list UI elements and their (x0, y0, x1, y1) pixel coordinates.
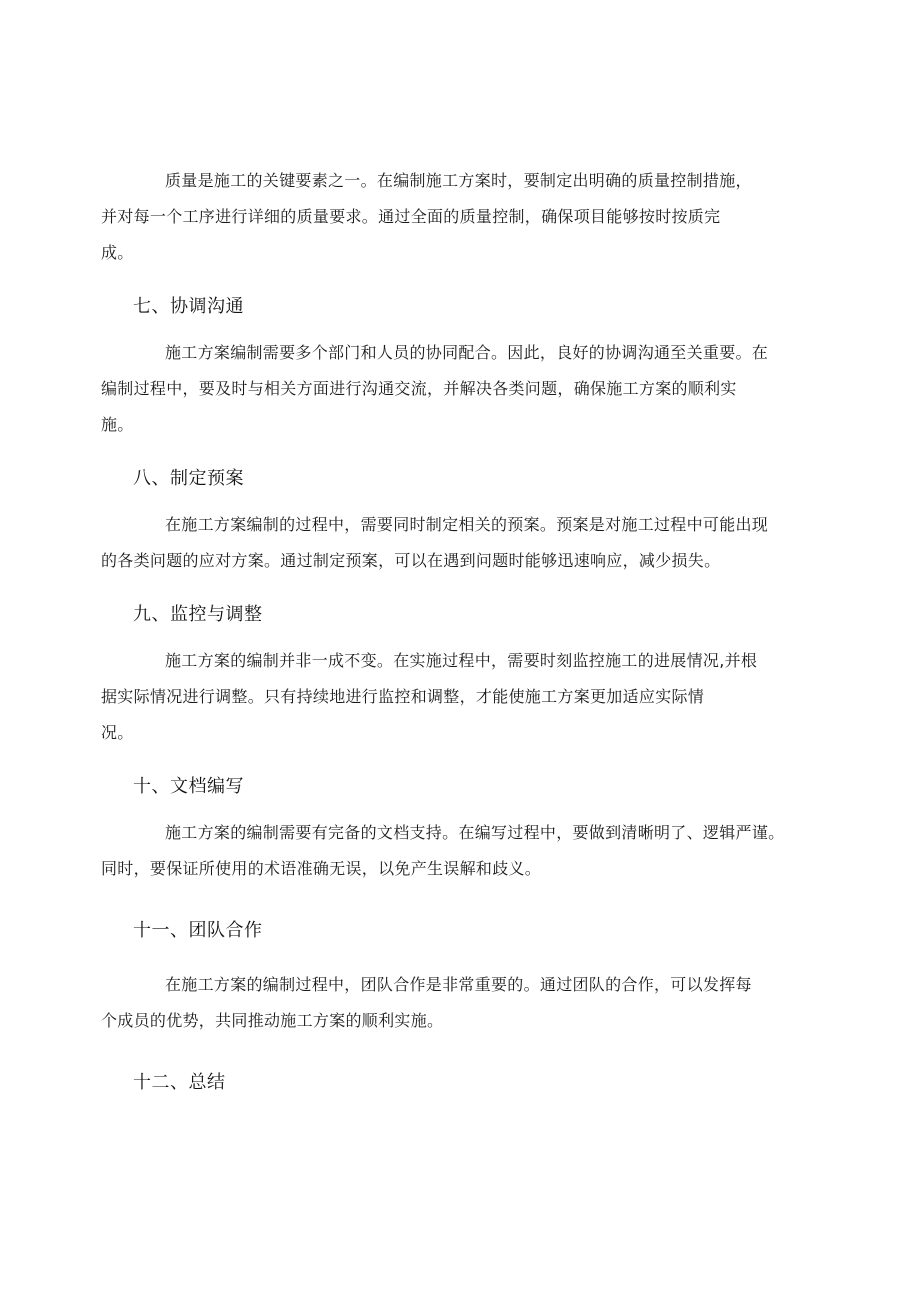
section-paragraph-documentation (101, 815, 813, 887)
section-paragraph-contingency (101, 507, 813, 579)
section-paragraph-monitoring (101, 643, 813, 751)
paragraph-line: 施。 (101, 415, 134, 434)
paragraph-line: 施工方案编制需要多个部门和人员的协同配合。因此，良好的协调沟通至关重要。在 (165, 343, 769, 362)
paragraph-line: 据实际情况进行调整。只有持续地进行监控和调整，才能使施工方案更加适应实际情 (101, 687, 705, 706)
intro-paragraph (101, 163, 813, 271)
paragraph-line: 的各类问题的应对方案。通过制定预案，可以在遇到问题时能够迅速响应，减少损失。 (101, 551, 721, 570)
section-heading-documentation: 十、文档编写 (133, 776, 244, 797)
paragraph-line: 并对每一个工序进行详细的质量要求。通过全面的质量控制，确保项目能够按时按质完 (101, 207, 721, 226)
paragraph-line: 施工方案的编制需要有完备的文档支持。在编写过程中，要做到清晰明了、逻辑严谨。 (165, 823, 785, 842)
paragraph-line: 同时，要保证所使用的术语准确无误，以免产生误解和歧义。 (101, 859, 542, 878)
paragraph-line: 质量是施工的关键要素之一。在编制施工方案时，要制定出明确的质量控制措施， (165, 171, 752, 190)
paragraph-line: 在施工方案的编制过程中，团队合作是非常重要的。通过团队的合作，可以发挥每 (165, 975, 752, 994)
paragraph-line: 个成员的优势，共同推动施工方案的顺利实施。 (101, 1011, 444, 1030)
section-heading-coordination: 七、协调沟通 (133, 296, 244, 317)
paragraph-line: 施工方案的编制并非一成不变。在实施过程中，需要时刻监控施工的进展情况,并根 (165, 651, 758, 670)
section-heading-teamwork: 十一、团队合作 (133, 920, 263, 941)
section-paragraph-coordination (101, 335, 813, 443)
paragraph-line: 编制过程中，要及时与相关方面进行沟通交流，并解决各类问题，确保施工方案的顺利实 (101, 379, 737, 398)
section-heading-contingency: 八、制定预案 (133, 468, 244, 489)
paragraph-line: 在施工方案编制的过程中，需要同时制定相关的预案。预案是对施工过程中可能出现 (165, 515, 769, 534)
section-paragraph-teamwork (101, 967, 813, 1039)
paragraph-line: 成。 (101, 243, 134, 262)
section-heading-summary: 十二、总结 (133, 1072, 226, 1093)
paragraph-line: 况。 (101, 723, 134, 742)
section-heading-monitoring: 九、监控与调整 (133, 604, 263, 625)
